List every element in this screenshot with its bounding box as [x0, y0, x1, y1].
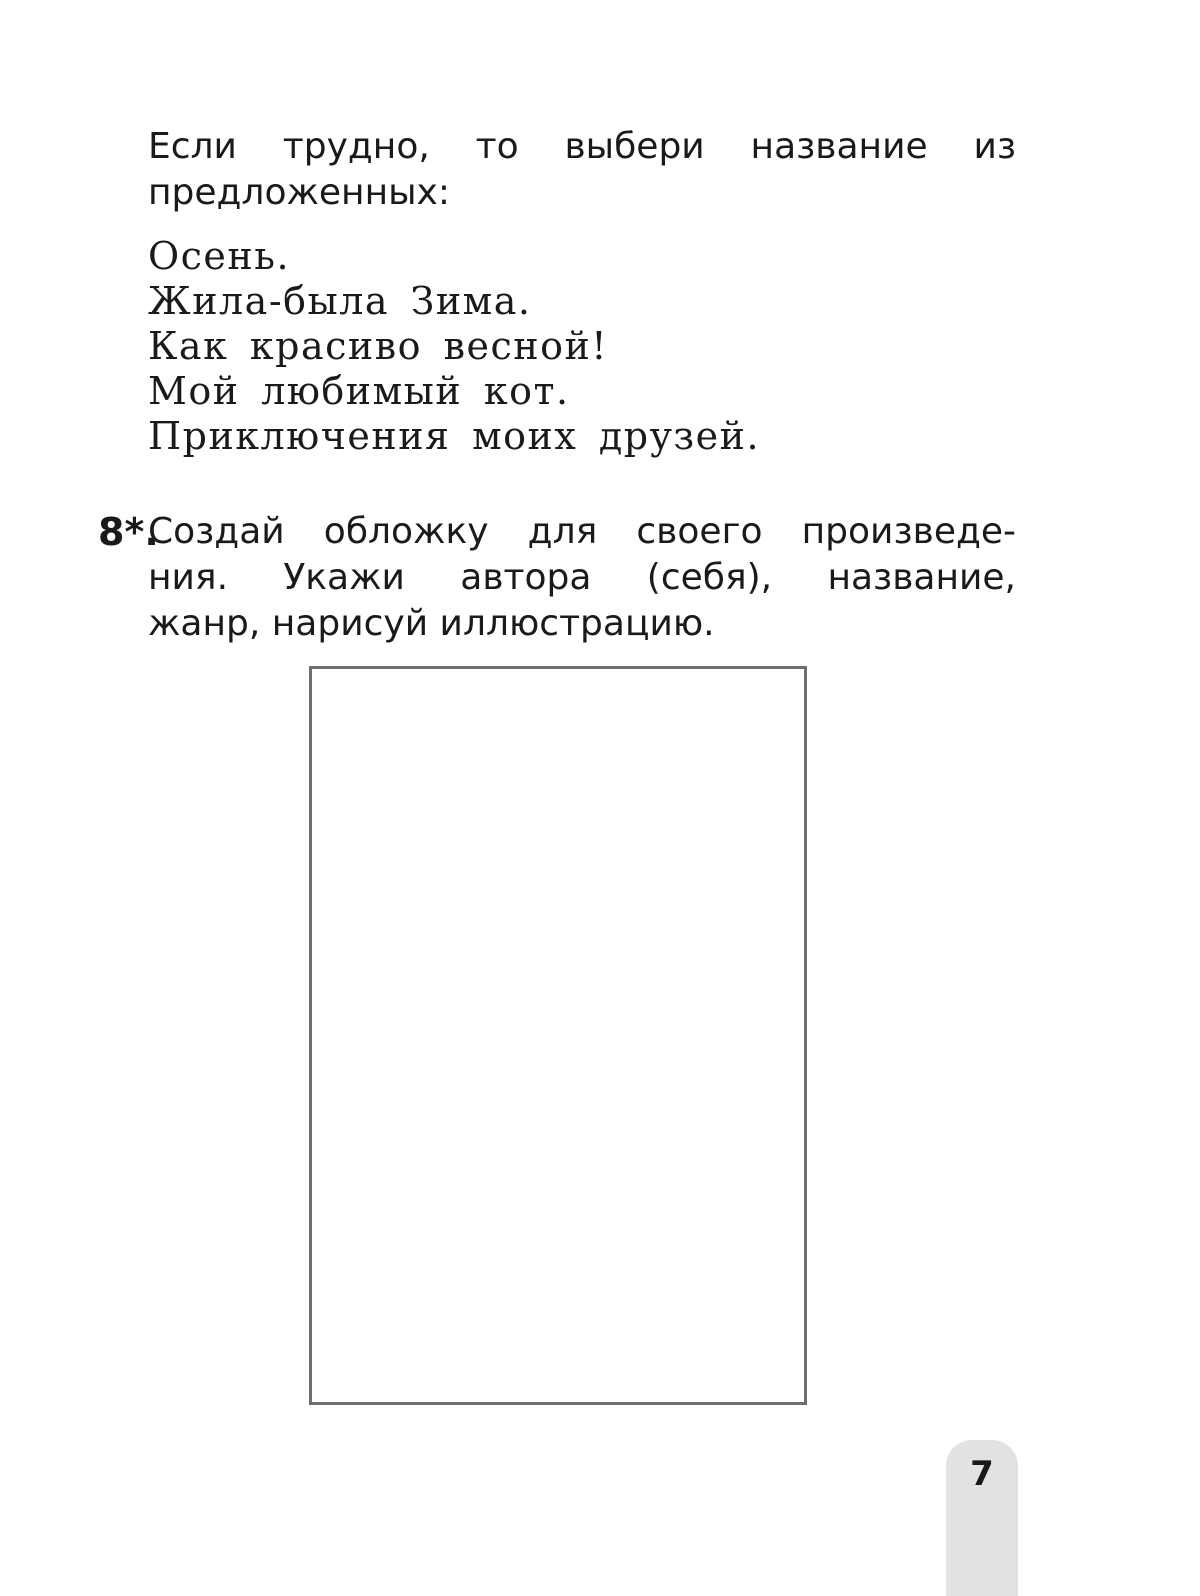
page-number-tab: [946, 1440, 1018, 1596]
intro-line-2: предложенных:: [148, 172, 450, 213]
title-option: Приключения моих друзей.: [148, 414, 761, 458]
title-option: Мой любимый кот.: [148, 369, 570, 413]
task-line-3: жанр, нарисуй иллюстрацию.: [148, 603, 715, 644]
task-text: [148, 509, 1016, 647]
page-number: 7: [970, 1454, 994, 1494]
title-options-list: [148, 234, 760, 459]
task-number: 8*.: [98, 510, 159, 554]
intro-line-1: Если трудно, то выбери название из: [148, 126, 1016, 167]
task-8: [98, 509, 1016, 647]
title-option: Осень.: [148, 234, 291, 278]
task-line-2: ния. Укажи автора (себя), название,: [148, 557, 1016, 598]
intro-paragraph: [148, 124, 1016, 216]
cover-drawing-area[interactable]: [309, 666, 807, 1405]
task-line-1: Создай обложку для своего произведе-: [148, 511, 1016, 552]
title-option: Как красиво весной!: [148, 324, 609, 368]
title-option: Жила-была Зима.: [148, 279, 532, 323]
